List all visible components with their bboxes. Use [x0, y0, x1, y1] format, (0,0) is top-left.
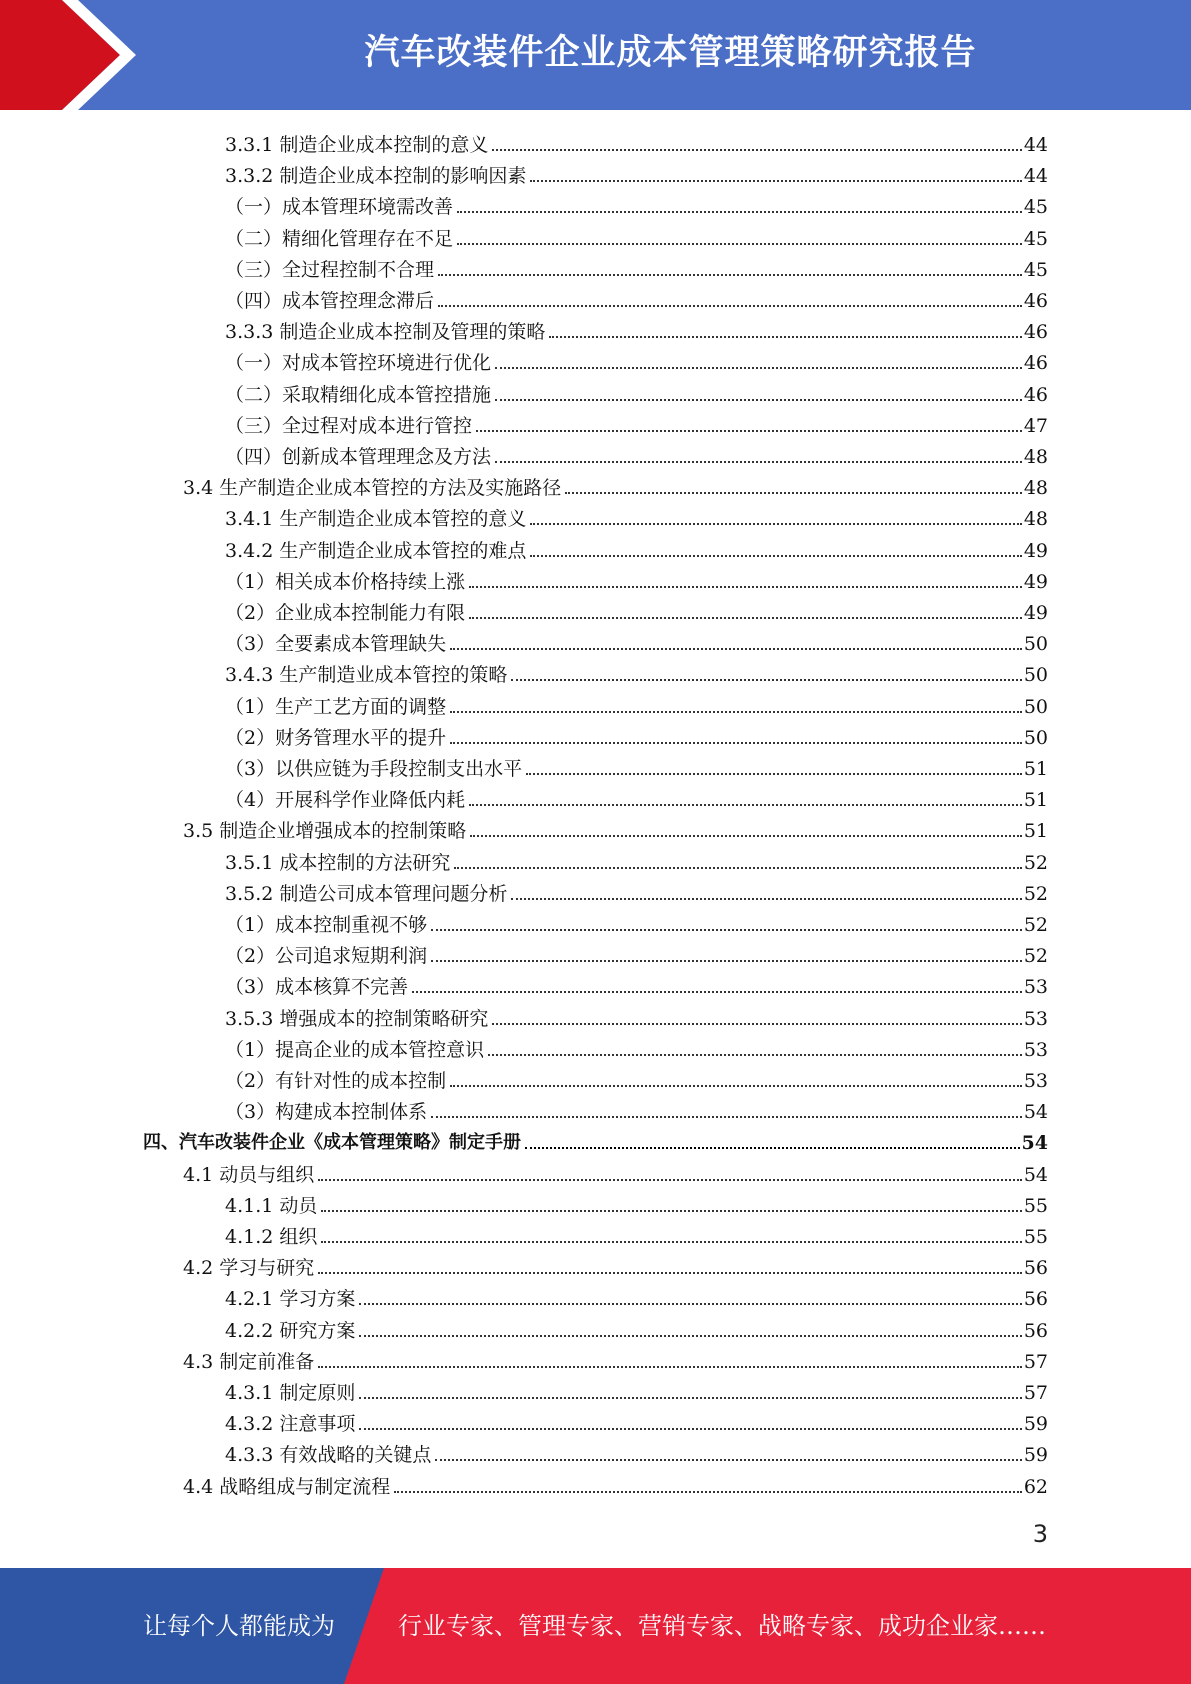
toc-entry[interactable]	[225, 1312, 1048, 1343]
toc-entry-label: 4.3.2 注意事项	[225, 1413, 356, 1436]
report-title: 汽车改装件企业成本管理策略研究报告	[364, 33, 977, 73]
toc-entry-label: 3.4 生产制造企业成本管控的方法及实施路径	[183, 477, 562, 500]
toc-entry-page: 55	[1023, 1226, 1048, 1248]
toc-entry[interactable]	[225, 532, 1048, 563]
toc-entry[interactable]	[225, 719, 1048, 750]
toc-entry-label: （二）精细化管理存在不足	[225, 227, 454, 250]
toc-entry-page: 48	[1023, 508, 1048, 531]
toc-entry-page: 54	[1023, 1101, 1048, 1124]
toc-entry-label: 4.3.1 制定原则	[225, 1382, 356, 1404]
toc-leader-dots	[511, 679, 1021, 681]
toc-leader-dots	[454, 867, 1021, 869]
toc-leader-dots	[438, 305, 1022, 307]
toc-entry[interactable]	[225, 1093, 1048, 1124]
toc-entry[interactable]	[225, 313, 1048, 344]
toc-entry[interactable]	[225, 438, 1048, 469]
toc-entry-page: 51	[1023, 758, 1048, 780]
toc-entry-label: 3.4.1 生产制造企业成本管控的意义	[225, 508, 527, 531]
toc-entry-page: 48	[1023, 477, 1048, 500]
toc-leader-dots	[492, 1023, 1021, 1025]
toc-entry-label: 4.2 学习与研究	[183, 1257, 315, 1280]
toc-leader-dots	[530, 180, 1021, 182]
toc-entry-label: （3）构建成本控制体系	[225, 1101, 428, 1124]
toc-entry-label: （1）生产工艺方面的调整	[225, 695, 447, 718]
toc-entry[interactable]	[225, 625, 1048, 656]
toc-entry-label: 3.3.2 制造企业成本控制的影响因素	[225, 165, 527, 188]
toc-entry[interactable]	[225, 875, 1048, 906]
toc-entry-label: （三）全过程控制不合理	[225, 258, 435, 281]
toc-entry[interactable]	[225, 344, 1048, 375]
header-chevron-logo	[0, 0, 150, 110]
toc-entry[interactable]	[183, 469, 1048, 500]
toc-entry-label: （2）有针对性的成本控制	[225, 1070, 447, 1092]
toc-entry-label: 3.5.2 制造公司成本管理问题分析	[225, 882, 508, 905]
toc-entry-label: 4.1.2 组织	[225, 1226, 318, 1248]
toc-leader-dots	[318, 1272, 1022, 1274]
toc-entry[interactable]	[143, 1124, 1048, 1155]
toc-leader-dots	[431, 960, 1022, 962]
toc-entry[interactable]	[225, 1405, 1048, 1436]
toc-entry[interactable]	[225, 906, 1048, 937]
toc-entry-label: （2）财务管理水平的提升	[225, 726, 447, 749]
toc-entry-page: 45	[1023, 227, 1048, 250]
toc-entry-label: 4.2.1 学习方案	[225, 1288, 356, 1311]
toc-leader-dots	[412, 991, 1022, 993]
toc-leader-dots	[321, 1241, 1021, 1243]
toc-entry-page: 53	[1023, 1038, 1048, 1061]
toc-leader-dots	[318, 1179, 1022, 1181]
toc-entry[interactable]	[225, 1000, 1048, 1031]
toc-entry-page: 52	[1023, 945, 1048, 968]
toc-leader-dots	[549, 336, 1021, 338]
toc-leader-dots	[530, 555, 1021, 557]
toc-entry-page: 44	[1023, 134, 1048, 156]
toc-leader-dots	[450, 711, 1022, 713]
toc-entry-label: 4.3 制定前准备	[183, 1350, 315, 1373]
toc-entry-page: 56	[1023, 1257, 1048, 1280]
toc-leader-dots	[359, 1397, 1021, 1399]
toc-entry[interactable]	[225, 220, 1048, 251]
toc-leader-dots	[511, 898, 1021, 900]
toc-entry-page: 50	[1023, 664, 1048, 687]
toc-entry[interactable]	[225, 844, 1048, 875]
toc-entry-label: （2）公司追求短期利润	[225, 945, 428, 968]
toc-leader-dots	[431, 929, 1022, 931]
toc-entry-label: （3）全要素成本管理缺失	[225, 633, 447, 656]
toc-leader-dots	[565, 492, 1022, 494]
toc-entry[interactable]	[225, 1374, 1048, 1405]
toc-entry-label: 3.5 制造企业增强成本的控制策略	[183, 820, 467, 843]
toc-entry-page: 57	[1023, 1350, 1048, 1373]
toc-entry-page: 53	[1023, 1070, 1048, 1092]
toc-entry-page: 44	[1023, 165, 1048, 188]
toc-leader-dots	[457, 211, 1022, 213]
toc-entry-label: 3.4.3 生产制造业成本管控的策略	[225, 664, 508, 687]
toc-entry-page: 53	[1023, 976, 1048, 999]
toc-entry[interactable]	[225, 563, 1048, 594]
toc-leader-dots	[321, 1210, 1021, 1212]
toc-leader-dots	[457, 243, 1022, 245]
toc-entry-page: 49	[1023, 570, 1048, 593]
toc-leader-dots	[476, 430, 1022, 432]
toc-leader-dots	[530, 523, 1021, 525]
toc-entry-page: 59	[1023, 1413, 1048, 1436]
toc-entry-page: 55	[1023, 1194, 1048, 1217]
toc-entry-label: （3）成本核算不完善	[225, 976, 409, 999]
toc-entry-label: （4）开展科学作业降低内耗	[225, 789, 466, 812]
toc-leader-dots	[526, 773, 1022, 775]
toc-entry[interactable]	[225, 282, 1048, 313]
toc-leader-dots	[495, 399, 1022, 401]
toc-entry-page: 54	[1023, 1163, 1048, 1186]
toc-entry[interactable]	[225, 1031, 1048, 1062]
toc-entry-label: （四）创新成本管理理念及方法	[225, 446, 492, 468]
toc-entry-label: 3.3.1 制造企业成本控制的意义	[225, 134, 489, 156]
toc-entry[interactable]	[183, 1468, 1048, 1499]
toc-entry-page: 59	[1023, 1444, 1048, 1467]
toc-entry[interactable]	[225, 1436, 1048, 1467]
toc-entry[interactable]	[225, 188, 1048, 219]
toc-entry-page: 47	[1023, 414, 1048, 437]
toc-entry[interactable]	[183, 1249, 1048, 1280]
page-footer	[0, 1568, 1191, 1684]
footer-slogan-left: 让每个人都能成为	[143, 1612, 335, 1640]
toc-entry[interactable]	[225, 126, 1048, 157]
toc-leader-dots	[469, 617, 1022, 619]
toc-entry-page: 53	[1023, 1007, 1048, 1030]
toc-leader-dots	[495, 461, 1022, 463]
toc-entry-page: 62	[1023, 1475, 1048, 1498]
toc-entry[interactable]	[225, 407, 1048, 438]
toc-entry-page: 52	[1023, 914, 1048, 936]
toc-entry-label: （1）相关成本价格持续上涨	[225, 570, 466, 593]
toc-leader-dots	[359, 1303, 1021, 1305]
toc-entry[interactable]	[225, 750, 1048, 781]
toc-leader-dots	[492, 149, 1021, 151]
toc-entry-page: 52	[1023, 851, 1048, 874]
toc-entry-page: 45	[1023, 258, 1048, 281]
toc-entry-label: 4.3.3 有效战略的关键点	[225, 1444, 432, 1467]
toc-entry-label: 3.5.3 增强成本的控制策略研究	[225, 1007, 489, 1030]
toc-entry-page: 46	[1023, 352, 1048, 375]
toc-entry-page: 46	[1023, 383, 1048, 406]
toc-leader-dots	[438, 274, 1022, 276]
toc-entry-label: （一）成本管理环境需改善	[225, 196, 454, 219]
toc-entry[interactable]	[183, 1156, 1048, 1187]
toc-entry-label: （一）对成本管控环境进行优化	[225, 352, 492, 375]
toc-leader-dots	[450, 742, 1022, 744]
page-header	[0, 0, 1191, 110]
toc-entry[interactable]	[225, 781, 1048, 812]
toc-entry-label: 四、汽车改装件企业《成本管理策略》制定手册	[143, 1132, 521, 1154]
toc-entry[interactable]	[225, 500, 1048, 531]
toc-entry-page: 56	[1023, 1319, 1048, 1342]
toc-entry[interactable]	[225, 1218, 1048, 1249]
toc-leader-dots	[394, 1491, 1022, 1493]
toc-leader-dots	[431, 1116, 1022, 1118]
toc-entry[interactable]	[183, 812, 1048, 843]
toc-leader-dots	[488, 1054, 1022, 1056]
toc-leader-dots	[469, 586, 1022, 588]
footer-slogan-right: 行业专家、管理专家、营销专家、战略专家、成功企业家……	[398, 1612, 1046, 1640]
toc-entry[interactable]	[225, 1280, 1048, 1311]
toc-entry-page: 56	[1023, 1288, 1048, 1311]
page-number: 3	[1032, 1520, 1048, 1548]
toc-entry-page: 48	[1023, 446, 1048, 468]
toc-entry[interactable]	[225, 688, 1048, 719]
toc-entry-label: 4.1 动员与组织	[183, 1163, 315, 1186]
toc-entry-label: （三）全过程对成本进行管控	[225, 414, 473, 437]
toc-entry-page: 45	[1023, 196, 1048, 219]
toc-leader-dots	[318, 1366, 1022, 1368]
toc-entry-label: 4.1.1 动员	[225, 1194, 318, 1217]
toc-entry-label: （2）企业成本控制能力有限	[225, 602, 466, 624]
toc-entry[interactable]	[225, 656, 1048, 687]
toc-entry-page: 49	[1023, 539, 1048, 562]
toc-entry-page: 50	[1023, 633, 1048, 656]
toc-entry-label: （1）成本控制重视不够	[225, 914, 428, 936]
toc-entry-label: （二）采取精细化成本管控措施	[225, 383, 492, 406]
toc-entry[interactable]	[225, 968, 1048, 999]
toc-leader-dots	[359, 1428, 1021, 1430]
toc-leader-dots	[470, 835, 1022, 837]
toc-leader-dots	[450, 1085, 1022, 1087]
toc-entry-label: 3.4.2 生产制造企业成本管控的难点	[225, 539, 527, 562]
toc-leader-dots	[469, 804, 1022, 806]
toc-entry[interactable]	[225, 937, 1048, 968]
toc-entry[interactable]	[225, 1062, 1048, 1093]
toc-entry-page: 49	[1023, 602, 1048, 624]
toc-entry-page: 52	[1023, 882, 1048, 905]
toc-entry[interactable]	[225, 251, 1048, 282]
toc-entry-page: 50	[1023, 695, 1048, 718]
toc-entry-page: 46	[1023, 290, 1048, 312]
toc-entry-page: 51	[1023, 789, 1048, 812]
toc-entry-label: 4.2.2 研究方案	[225, 1319, 356, 1342]
toc-entry-page: 50	[1023, 726, 1048, 749]
toc-entry-page: 54	[1021, 1132, 1048, 1155]
toc-entry-label: （3）以供应链为手段控制支出水平	[225, 758, 523, 780]
toc-entry-label: 3.5.1 成本控制的方法研究	[225, 851, 451, 874]
toc-leader-dots	[435, 1459, 1021, 1461]
toc-leader-dots	[525, 1147, 1020, 1149]
toc-entry[interactable]	[225, 1187, 1048, 1218]
toc-entry-label: （四）成本管控理念滞后	[225, 290, 435, 312]
toc-entry[interactable]	[183, 1343, 1048, 1374]
toc-entry-label: 3.3.3 制造企业成本控制及管理的策略	[225, 321, 546, 344]
toc-entry-page: 51	[1023, 820, 1048, 843]
toc-leader-dots	[495, 367, 1022, 369]
toc-entry-page: 46	[1023, 321, 1048, 344]
toc-entry[interactable]	[225, 157, 1048, 188]
toc-entry[interactable]	[225, 376, 1048, 407]
toc-leader-dots	[359, 1335, 1021, 1337]
toc-entry[interactable]	[225, 594, 1048, 625]
toc-leader-dots	[450, 648, 1022, 650]
toc-entry-label: （1）提高企业的成本管控意识	[225, 1038, 485, 1061]
toc-entry-label: 4.4 战略组成与制定流程	[183, 1475, 391, 1498]
toc-entry-page: 57	[1023, 1382, 1048, 1404]
